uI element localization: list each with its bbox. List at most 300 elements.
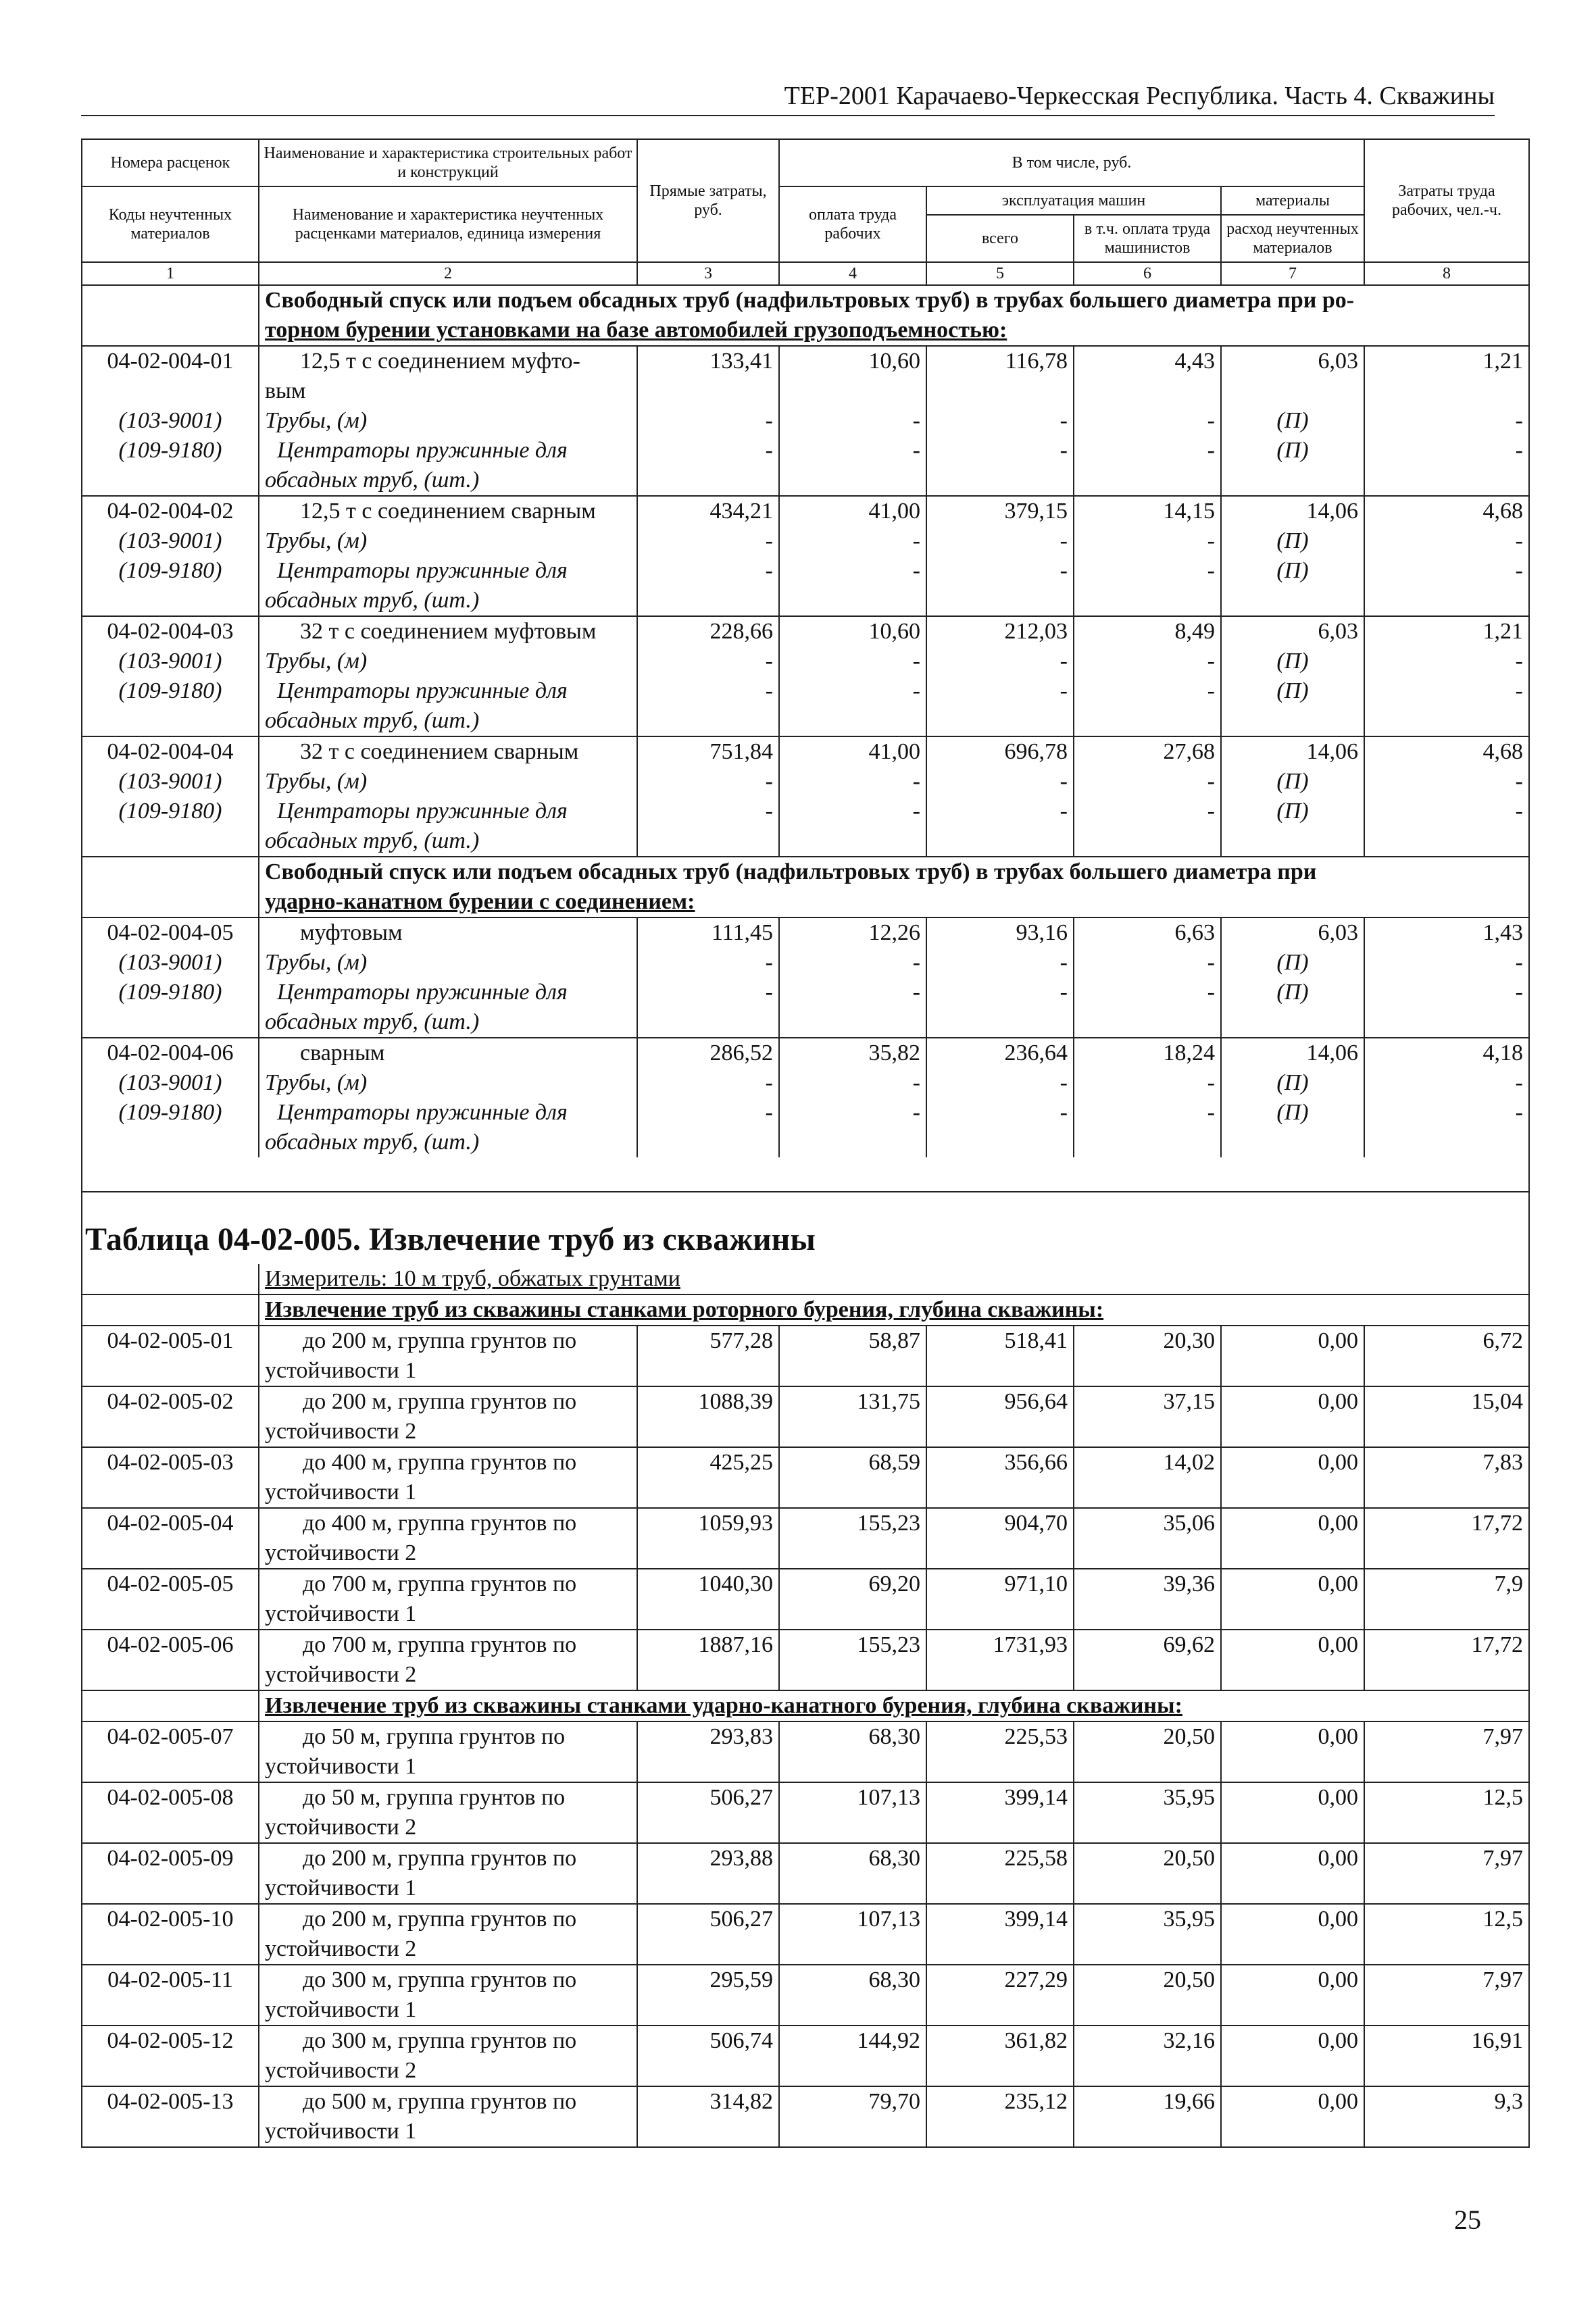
rate-row [82,1508,1529,1569]
rate-row [82,1326,1529,1386]
material-name: Трубы, (м) [259,526,637,556]
direct-cost-value: 1040,30 [637,1569,779,1630]
dash-value: - [926,767,1074,797]
header-number: 3 [637,262,779,285]
rate-code: 04-02-005-10 [82,1904,259,1965]
rate-row [82,1721,1529,1782]
material-name-line1: Центраторы пружинные для [277,678,568,703]
table2-title-row [82,1192,1529,1264]
header-number: 2 [259,262,637,285]
measurer-cell [259,1264,1529,1294]
materials-value: 0,00 [1221,1965,1364,2026]
materials-value: 0,00 [1221,1569,1364,1630]
empty-cell [82,1294,259,1326]
dash-value: - [1074,406,1221,436]
dash-value: - [1074,978,1221,1038]
header-number: 7 [1221,262,1364,285]
rate-name-line1: до 200 м, группа грунтов по [303,1328,577,1353]
dash-value: - [779,647,926,676]
material-name: Трубы, (м) [259,948,637,978]
unaccounted-material-row [82,436,1529,496]
dash-value: - [637,767,779,797]
machinist-pay-value: 20,50 [1074,1965,1221,2026]
machinist-pay-value: 4,43 [1074,346,1221,406]
machines-total-value: 399,14 [926,1904,1074,1965]
header-col6: в т.ч. оплата труда машинистов [1074,215,1221,262]
unaccounted-material-row [82,948,1529,978]
dash-value: - [1074,526,1221,556]
unaccounted-material-row [82,676,1529,736]
machines-total-value: 236,64 [926,1038,1074,1068]
rate-name-line1: до 500 м, группа грунтов по [303,2089,577,2114]
material-code: (109-9180) [82,797,259,857]
dash-value: - [779,767,926,797]
direct-cost-value: 577,28 [637,1326,779,1386]
rate-name-line1: до 200 м, группа грунтов по [303,1846,577,1871]
direct-cost-value: 434,21 [637,496,779,526]
rate-row [82,1447,1529,1508]
section1-title [259,285,1529,346]
machines-total-value: 696,78 [926,736,1074,767]
table2-sub2-text: Извлечение труб из скважины станками ударно-канатного бурения, глубина скважины: [265,1693,1182,1718]
dash-value: - [926,948,1074,978]
rate-name-line1: до 50 м, группа грунтов по [303,1785,566,1810]
material-code: (109-9180) [82,978,259,1038]
unaccounted-material-row [82,978,1529,1038]
materials-value: 0,00 [1221,1782,1364,1843]
labor-pay-value: 68,59 [779,1447,926,1508]
dash-value: - [1364,526,1529,556]
dash-value: - [1074,797,1221,857]
header-col5: всего [926,215,1074,262]
measurer-row [82,1264,1529,1294]
rate-name-line2: устойчивости 2 [265,1540,417,1565]
rate-name [259,496,637,526]
machinist-pay-value: 14,02 [1074,1447,1221,1508]
rate-code: 04-02-004-01 [82,346,259,406]
dash-value: - [1074,647,1221,676]
rate-name-line1: 32 т с соединением сварным [300,739,579,764]
rate-code: 04-02-005-05 [82,1569,259,1630]
rates-sheet [81,139,1528,2148]
dash-value: - [1364,948,1529,978]
direct-cost-value: 133,41 [637,346,779,406]
rate-name [259,1326,637,1386]
header-col1-top: Номера расценок [82,139,259,186]
material-name [259,676,637,736]
section1-title-line1: Свободный спуск или подъем обсадных труб (надфильтровых труб) в трубах большего диаметра при ро- [265,288,1355,313]
material-p-value: (П) [1221,767,1364,797]
rate-code: 04-02-005-12 [82,2026,259,2086]
rate-name-line2: устойчивости 2 [265,1815,417,1840]
material-name [259,436,637,496]
labor-hours-value: 17,72 [1364,1508,1529,1569]
labor-hours-value: 12,5 [1364,1782,1529,1843]
header-col1-bottom: Коды неучтенных материалов [82,186,259,262]
header-number: 4 [779,262,926,285]
machines-total-value: 361,82 [926,2026,1074,2086]
rate-name-line1: до 200 м, группа грунтов по [303,1907,577,1932]
material-name: Трубы, (м) [259,1068,637,1098]
labor-pay-value: 58,87 [779,1326,926,1386]
rate-row [82,346,1529,406]
rate-name-line2: устойчивости 1 [265,1997,417,2022]
materials-value: 6,03 [1221,616,1364,647]
material-p-value: (П) [1221,978,1364,1038]
materials-value: 0,00 [1221,1386,1364,1447]
material-code: (103-9001) [82,526,259,556]
rate-row [82,2026,1529,2086]
rate-name-line1: 12,5 т с соединением сварным [300,499,596,524]
dash-value: - [637,406,779,436]
dash-value: - [637,676,779,736]
rate-name [259,1447,637,1508]
rate-code: 04-02-005-04 [82,1508,259,1569]
dash-value: - [926,436,1074,496]
labor-hours-value: 4,18 [1364,1038,1529,1068]
gap-row [82,1157,1529,1192]
direct-cost-value: 228,66 [637,616,779,647]
material-name: Трубы, (м) [259,406,637,436]
dash-value: - [779,978,926,1038]
machines-total-value: 225,58 [926,1843,1074,1904]
material-code: (109-9180) [82,1098,259,1157]
rate-name [259,1843,637,1904]
material-name-line1: Центраторы пружинные для [277,799,568,824]
rate-name [259,1721,637,1782]
rate-code: 04-02-005-08 [82,1782,259,1843]
material-name [259,978,637,1038]
direct-cost-value: 295,59 [637,1965,779,2026]
material-name-line1: Центраторы пружинные для [277,1100,568,1125]
material-code: (103-9001) [82,647,259,676]
labor-hours-value: 7,97 [1364,1843,1529,1904]
materials-value: 0,00 [1221,1721,1364,1782]
dash-value: - [1364,556,1529,616]
rate-name [259,1630,637,1690]
materials-value: 14,06 [1221,496,1364,526]
dash-value: - [779,526,926,556]
rate-name-line1: 12,5 т с соединением муфто- [300,349,580,374]
rate-row [82,1843,1529,1904]
header-row-1 [82,139,1529,186]
machines-total-value: 399,14 [926,1782,1074,1843]
rate-name-line2: вым [265,378,306,403]
rate-name-line1: до 700 м, группа грунтов по [303,1632,577,1657]
table2-sub2 [259,1690,1529,1721]
machinist-pay-value: 8,49 [1074,616,1221,647]
labor-hours-value: 16,91 [1364,2026,1529,2086]
machines-total-value: 904,70 [926,1508,1074,1569]
labor-hours-value: 15,04 [1364,1386,1529,1447]
material-name-line1: Центраторы пружинные для [277,980,568,1005]
direct-cost-value: 506,74 [637,2026,779,2086]
material-name [259,797,637,857]
material-p-value: (П) [1221,436,1364,496]
dash-value: - [637,948,779,978]
material-name-line2: обсадных труб, (шт.) [265,588,480,613]
rate-code: 04-02-005-06 [82,1630,259,1690]
rate-name-line2: устойчивости 1 [265,1358,417,1383]
machines-total-value: 1731,93 [926,1630,1074,1690]
rate-name-line2: устойчивости 1 [265,1480,417,1505]
table2-sub2-row [82,1690,1529,1721]
rate-name [259,736,637,767]
material-code: (109-9180) [82,676,259,736]
labor-hours-value: 17,72 [1364,1630,1529,1690]
labor-pay-value: 79,70 [779,2086,926,2147]
labor-pay-value: 107,13 [779,1782,926,1843]
section1-title-line2: торном бурении установками на базе автомобилей грузоподъемностью: [265,318,1007,343]
dash-value: - [1074,1068,1221,1098]
materials-value: 14,06 [1221,736,1364,767]
dash-value: - [1364,676,1529,736]
rate-code: 04-02-005-11 [82,1965,259,2026]
rate-name-line1: до 400 м, группа грунтов по [303,1450,577,1475]
labor-hours-value: 7,97 [1364,1721,1529,1782]
machinist-pay-value: 19,66 [1074,2086,1221,2147]
machines-total-value: 235,12 [926,2086,1074,2147]
material-p-value: (П) [1221,647,1364,676]
materials-value: 0,00 [1221,1843,1364,1904]
unaccounted-material-row [82,406,1529,436]
dash-value: - [637,556,779,616]
direct-cost-value: 506,27 [637,1782,779,1843]
labor-hours-value: 7,97 [1364,1965,1529,2026]
materials-value: 0,00 [1221,1447,1364,1508]
rate-row [82,2086,1529,2147]
table2-title: Таблица 04-02-005. Извлечение труб из скважины [82,1192,1529,1264]
dash-value: - [779,1098,926,1157]
material-name-line2: обсадных труб, (шт.) [265,828,480,853]
rate-row [82,736,1529,767]
rate-row [82,1965,1529,2026]
material-p-value: (П) [1221,797,1364,857]
rate-name [259,1904,637,1965]
rate-code: 04-02-005-07 [82,1721,259,1782]
labor-hours-value: 1,21 [1364,616,1529,647]
machines-total-value: 956,64 [926,1386,1074,1447]
header-number: 6 [1074,262,1221,285]
labor-pay-value: 12,26 [779,917,926,948]
material-p-value: (П) [1221,406,1364,436]
labor-pay-value: 10,60 [779,346,926,406]
rate-code: 04-02-005-13 [82,2086,259,2147]
header-numbers-row [82,262,1529,285]
labor-hours-value: 4,68 [1364,496,1529,526]
labor-pay-value: 155,23 [779,1508,926,1569]
dash-value: - [926,556,1074,616]
material-p-value: (П) [1221,1098,1364,1157]
direct-cost-value: 286,52 [637,1038,779,1068]
direct-cost-value: 751,84 [637,736,779,767]
unaccounted-material-row [82,1098,1529,1157]
material-code: (109-9180) [82,556,259,616]
machines-total-value: 227,29 [926,1965,1074,2026]
empty-cell [82,1690,259,1721]
material-name: Трубы, (м) [259,647,637,676]
labor-pay-value: 68,30 [779,1843,926,1904]
dash-value: - [926,406,1074,436]
machinist-pay-value: 35,06 [1074,1508,1221,1569]
direct-cost-value: 1059,93 [637,1508,779,1569]
section2-title-line1: Свободный спуск или подъем обсадных труб (надфильтровых труб) в трубах большего диаметра при [265,859,1317,884]
materials-value: 0,00 [1221,2026,1364,2086]
direct-cost-value: 111,45 [637,917,779,948]
direct-cost-value: 506,27 [637,1904,779,1965]
rate-name-line2: устойчивости 2 [265,1662,417,1687]
unaccounted-material-row [82,797,1529,857]
dash-value: - [1074,767,1221,797]
section2-title-line2: ударно-канатном бурении с соединением: [265,889,695,914]
labor-hours-value: 7,83 [1364,1447,1529,1508]
dash-value: - [637,436,779,496]
table2-sub1-row [82,1294,1529,1326]
rate-name-line2: устойчивости 1 [265,1754,417,1779]
empty-cell [82,285,259,346]
dash-value: - [779,436,926,496]
material-name [259,1098,637,1157]
machines-total-value: 93,16 [926,917,1074,948]
dash-value: - [637,978,779,1038]
rate-code: 04-02-004-06 [82,1038,259,1068]
machinist-pay-value: 18,24 [1074,1038,1221,1068]
measurer-text: Измеритель: 10 м труб, обжатых грунтами [265,1266,680,1291]
unaccounted-material-row [82,1068,1529,1098]
rate-name-line1: до 200 м, группа грунтов по [303,1389,577,1414]
header-col2-bottom: Наименование и характеристика неучтенных расценками материалов, единица измерения [259,186,637,262]
direct-cost-value: 293,83 [637,1721,779,1782]
running-header: ТЕР-2001 Карачаево-Черкесская Республика. Часть 4. Скважины [81,80,1495,116]
header-number: 8 [1364,262,1529,285]
rate-code: 04-02-005-03 [82,1447,259,1508]
machinist-pay-value: 39,36 [1074,1569,1221,1630]
materials-value: 0,00 [1221,1508,1364,1569]
header-group: В том числе, руб. [779,139,1364,186]
labor-pay-value: 68,30 [779,1965,926,2026]
rate-code: 04-02-004-04 [82,736,259,767]
dash-value: - [1364,436,1529,496]
dash-value: - [926,797,1074,857]
direct-cost-value: 314,82 [637,2086,779,2147]
header-col8: Затраты труда рабочих, чел.-ч. [1364,139,1529,262]
materials-value: 6,03 [1221,346,1364,406]
rate-name-line1: до 700 м, группа грунтов по [303,1571,577,1596]
machinist-pay-value: 27,68 [1074,736,1221,767]
rate-name [259,1508,637,1569]
rate-name-line2: устойчивости 1 [265,1876,417,1901]
labor-pay-value: 69,20 [779,1569,926,1630]
gap-cell [82,1157,1529,1192]
materials-value: 0,00 [1221,1904,1364,1965]
header-materials: материалы [1221,186,1364,215]
empty-cell [82,857,259,917]
dash-value: - [637,647,779,676]
material-p-value: (П) [1221,676,1364,736]
rate-name-line1: сварным [300,1040,385,1065]
rate-name [259,917,637,948]
labor-hours-value: 1,43 [1364,917,1529,948]
rates-table [81,139,1530,2148]
machinist-pay-value: 14,15 [1074,496,1221,526]
rate-name-line2: устойчивости 2 [265,1936,417,1961]
rate-row [82,1386,1529,1447]
machinist-pay-value: 20,50 [1074,1721,1221,1782]
dash-value: - [926,1098,1074,1157]
rate-name-line2: устойчивости 2 [265,2058,417,2083]
material-p-value: (П) [1221,556,1364,616]
dash-value: - [1074,436,1221,496]
section1-title-row [82,285,1529,346]
rate-name [259,1965,637,2026]
material-code: (103-9001) [82,948,259,978]
labor-hours-value: 12,5 [1364,1904,1529,1965]
material-code: (103-9001) [82,1068,259,1098]
direct-cost-value: 293,88 [637,1843,779,1904]
rate-code: 04-02-004-05 [82,917,259,948]
labor-pay-value: 68,30 [779,1721,926,1782]
unaccounted-material-row [82,526,1529,556]
header-col4: оплата труда рабочих [779,186,926,262]
material-p-value: (П) [1221,526,1364,556]
rate-row [82,496,1529,526]
unaccounted-material-row [82,556,1529,616]
rate-name [259,1386,637,1447]
rate-code: 04-02-005-01 [82,1326,259,1386]
dash-value: - [1074,1098,1221,1157]
labor-pay-value: 10,60 [779,616,926,647]
labor-pay-value: 41,00 [779,736,926,767]
rate-name [259,1782,637,1843]
rate-row [82,1782,1529,1843]
rate-name-line1: муфтовым [300,920,403,945]
machines-total-value: 356,66 [926,1447,1074,1508]
header-row-2 [82,186,1529,215]
labor-pay-value: 144,92 [779,2026,926,2086]
material-name-line2: обсадных труб, (шт.) [265,1130,480,1155]
unaccounted-material-row [82,767,1529,797]
machines-total-value: 212,03 [926,616,1074,647]
dash-value: - [926,1068,1074,1098]
dash-value: - [926,676,1074,736]
dash-value: - [1364,406,1529,436]
labor-hours-value: 6,72 [1364,1326,1529,1386]
header-number: 5 [926,262,1074,285]
materials-value: 0,00 [1221,2086,1364,2147]
labor-pay-value: 155,23 [779,1630,926,1690]
empty-cell [82,1264,259,1294]
material-p-value: (П) [1221,1068,1364,1098]
rate-name [259,2026,637,2086]
dash-value: - [1074,676,1221,736]
rate-code: 04-02-005-02 [82,1386,259,1447]
material-p-value: (П) [1221,948,1364,978]
table2-sub1 [259,1294,1529,1326]
direct-cost-value: 1088,39 [637,1386,779,1447]
material-name-line2: обсадных труб, (шт.) [265,708,480,733]
rate-row [82,616,1529,647]
labor-hours-value: 7,9 [1364,1569,1529,1630]
machinist-pay-value: 32,16 [1074,2026,1221,2086]
dash-value: - [637,526,779,556]
machinist-pay-value: 35,95 [1074,1904,1221,1965]
dash-value: - [1074,948,1221,978]
labor-hours-value: 9,3 [1364,2086,1529,2147]
rate-name-line2: устойчивости 2 [265,1419,417,1444]
unaccounted-material-row [82,647,1529,676]
dash-value: - [1364,1068,1529,1098]
dash-value: - [779,676,926,736]
